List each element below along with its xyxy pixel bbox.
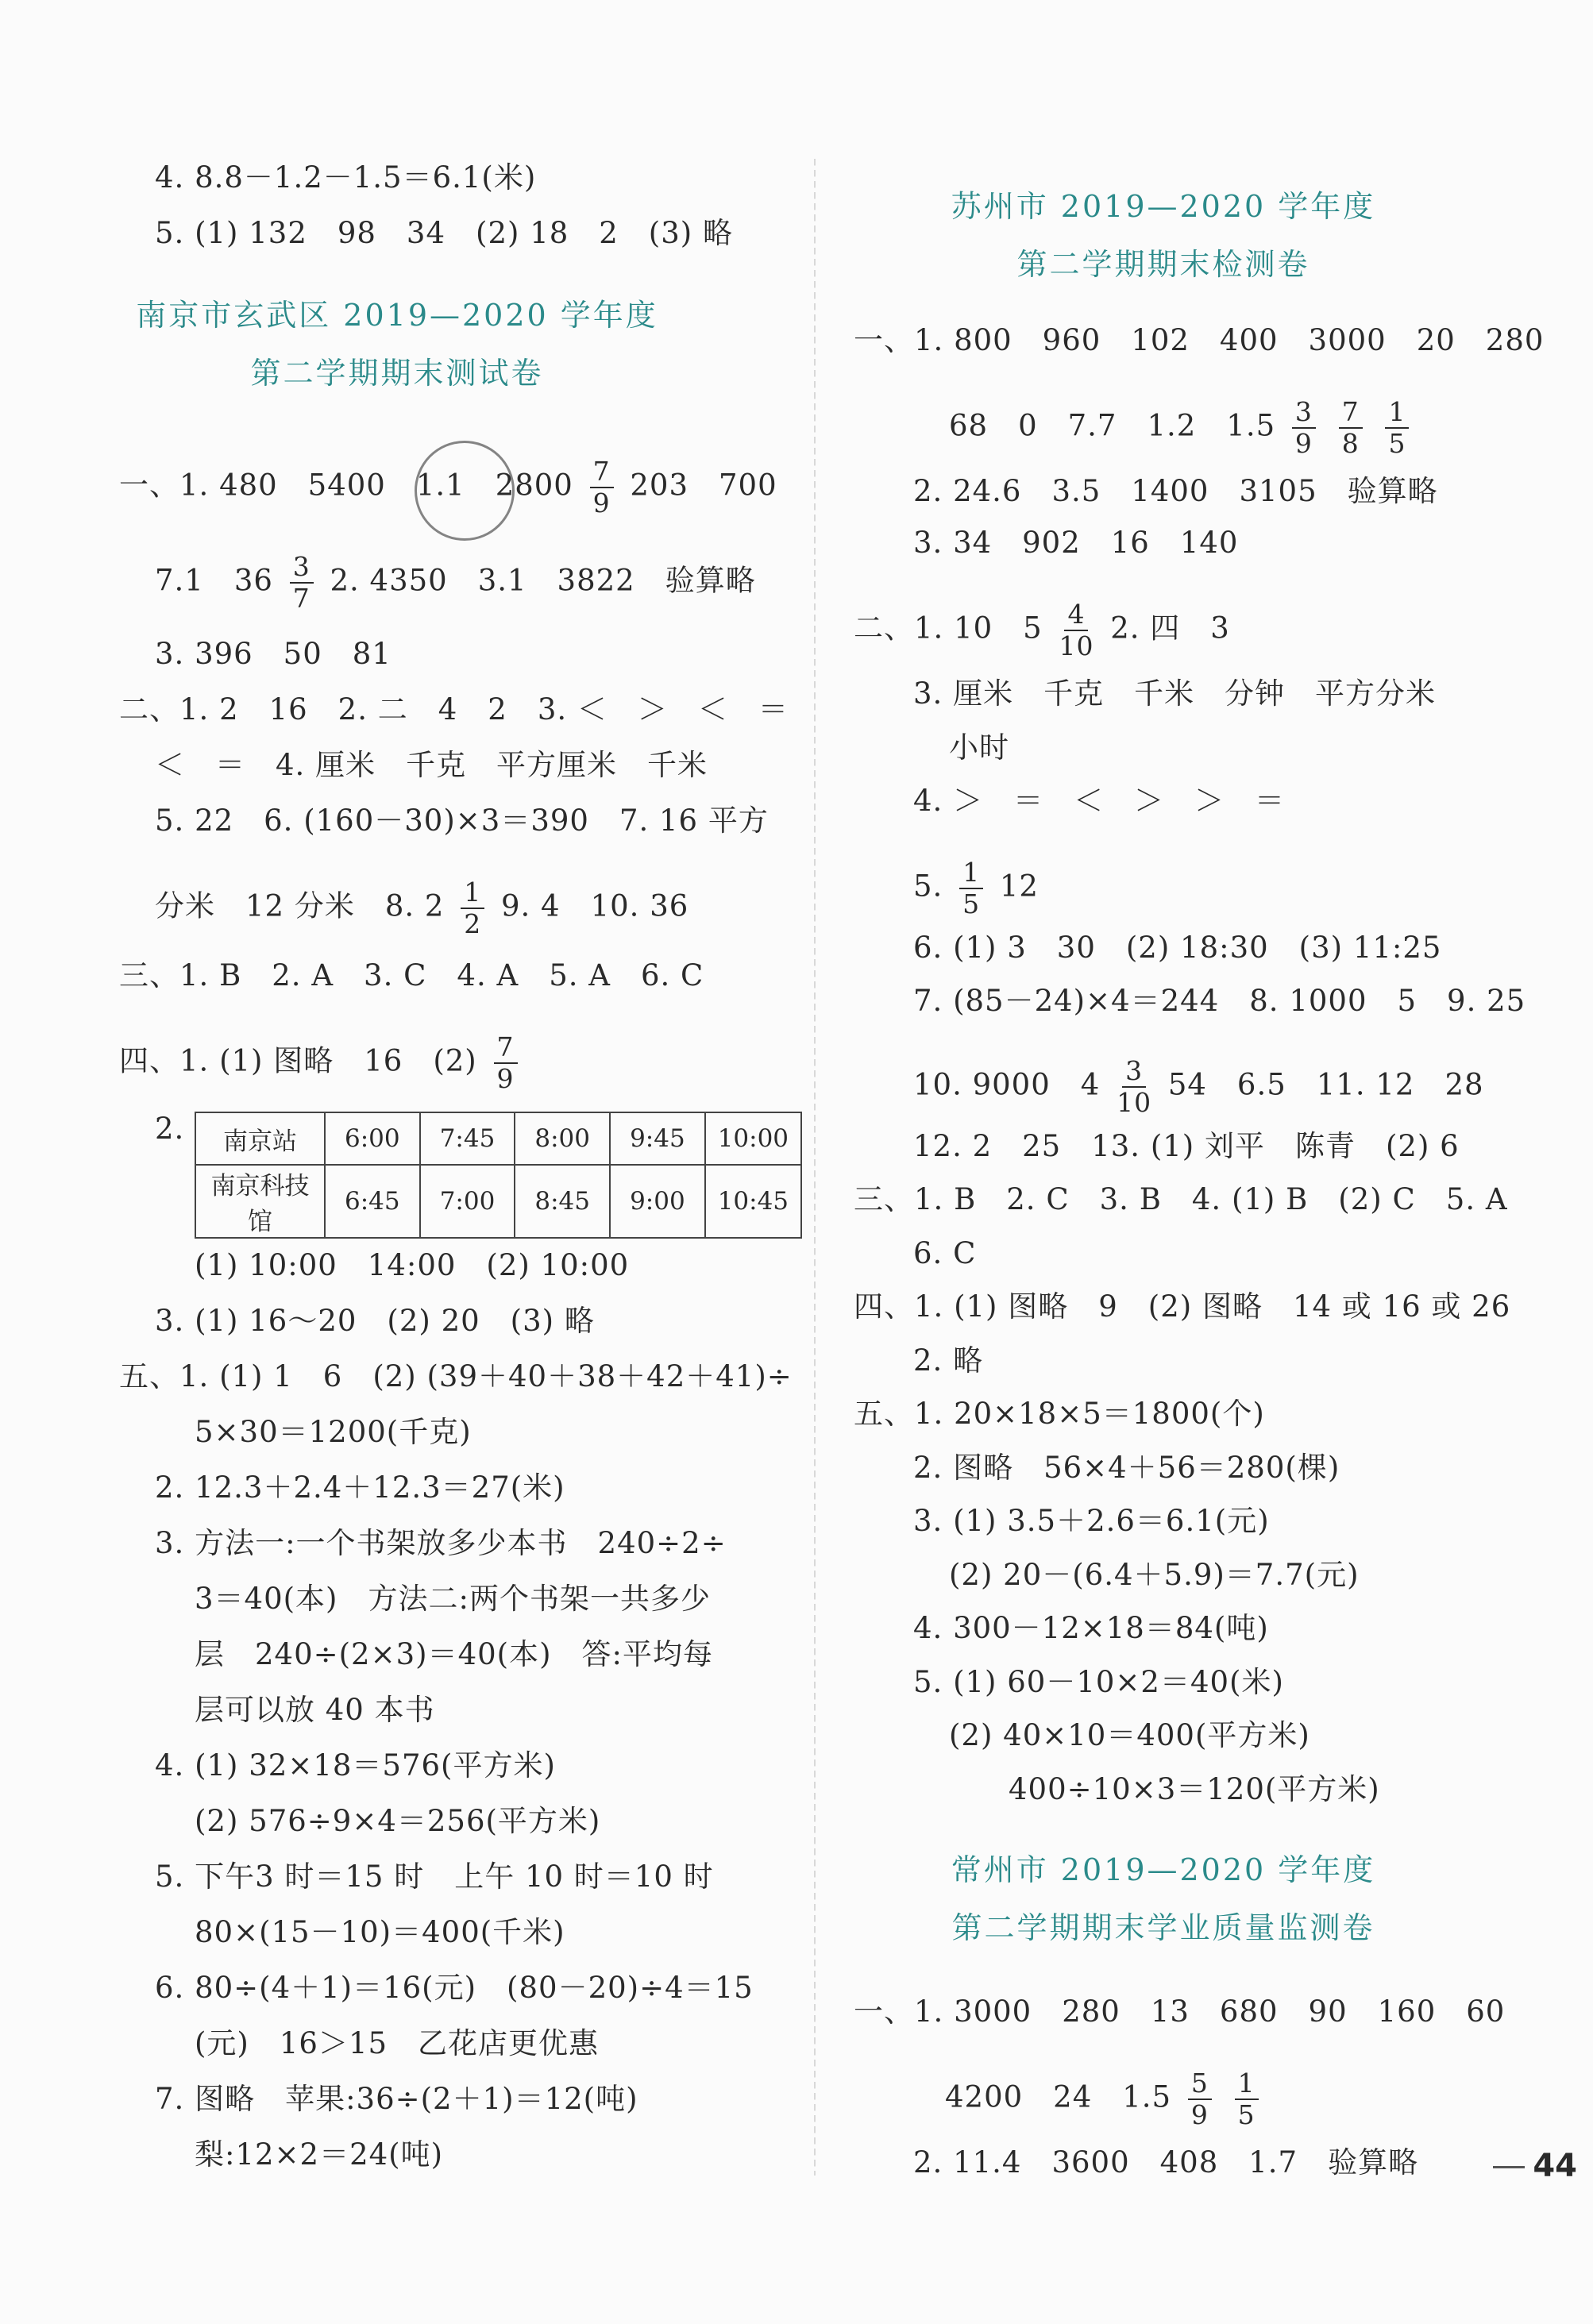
page-number: 44	[1533, 2148, 1577, 2184]
fraction-numerator: 7	[494, 1032, 518, 1064]
table-cell: 9:00	[610, 1165, 705, 1238]
answer-line: (2) 20－(6.4＋5.9)＝7.7(元)	[949, 1558, 1360, 1592]
table-cell: 7:45	[420, 1112, 515, 1165]
answer-line: 3. 34 902 16 140	[913, 526, 1239, 560]
table-row	[195, 1112, 801, 1165]
answer-line: 7. 图略 苹果:36÷(2＋1)＝12(吨)	[155, 2082, 638, 2116]
table-row	[195, 1165, 801, 1238]
table-cell: 南京科技馆	[195, 1165, 325, 1238]
answer-line: 3. 厘米 千克 千米 分钟 平方分米	[913, 676, 1437, 711]
fraction-numerator: 1	[1385, 397, 1409, 429]
fraction-denominator: 5	[962, 888, 981, 919]
fraction	[1117, 1056, 1151, 1118]
answer-line: 5×30＝1200(千克)	[195, 1415, 472, 1449]
table-cell: 9:45	[610, 1112, 705, 1165]
answer-line: 层可以放 40 本书	[195, 1693, 435, 1727]
answer-line: 二、1. 2 16 2. 二 4 2 3. ＜ ＞ ＜ ＝	[119, 692, 789, 726]
answer-text: 一、1. 480 5400 1.1 2800	[119, 468, 573, 503]
table-cell: 8:00	[515, 1112, 610, 1165]
fraction	[1339, 397, 1363, 459]
fraction-denominator: 7	[292, 583, 310, 614]
answer-text: 68 0 7.7 1.2 1.5	[949, 408, 1276, 443]
answer-line: 2.	[155, 1112, 185, 1146]
answer-line	[949, 397, 1415, 459]
answer-line: 一、1. 3000 280 13 680 90 160 60	[854, 1994, 1506, 2029]
answer-line: 2. 略	[913, 1343, 984, 1378]
column-divider	[814, 159, 816, 2176]
fraction-numerator: 1	[959, 858, 983, 889]
section-title: 南京市玄武区 2019—2020 学年度	[136, 298, 658, 333]
answer-line: 一、1. 800 960 102 400 3000 20 280	[854, 323, 1545, 357]
fraction-numerator: 1	[1235, 2068, 1259, 2100]
fraction-numerator: 3	[1122, 1056, 1146, 1088]
answer-line: 80×(15－10)＝400(千米)	[195, 1915, 565, 1949]
fraction	[461, 877, 484, 939]
answer-line: 6. (1) 3 30 (2) 18:30 (3) 11:25	[913, 931, 1442, 965]
answer-line: 层 240÷(2×3)＝40(本) 答:平均每	[195, 1637, 713, 1671]
fraction	[590, 457, 614, 518]
answer-line: 2. 11.4 3600 408 1.7 验算略	[913, 2145, 1419, 2179]
answer-line: 12. 2 25 13. (1) 刘平 陈青 (2) 6	[913, 1129, 1460, 1163]
answer-line: 4. (1) 32×18＝576(平方米)	[155, 1748, 556, 1783]
fraction-numerator: 7	[1339, 397, 1363, 429]
answer-line: 4. 8.8－1.2－1.5＝6.1(米)	[155, 160, 537, 195]
answer-text: 9. 4 10. 36	[500, 888, 689, 923]
section-title: 苏州市 2019—2020 学年度	[951, 189, 1376, 224]
fraction-numerator: 1	[461, 877, 484, 909]
answer-line: 小时	[949, 730, 1009, 765]
answer-text: 10. 9000 4	[913, 1067, 1101, 1102]
fraction-denominator: 2	[464, 908, 482, 939]
fraction-numerator: 3	[1292, 397, 1316, 429]
fraction-denominator: 10	[1117, 1087, 1152, 1118]
table-cell: 7:00	[420, 1165, 515, 1238]
fraction-numerator: 3	[290, 552, 314, 584]
fraction	[959, 858, 983, 919]
page-number-dash	[1493, 2166, 1525, 2168]
answer-line	[155, 877, 688, 939]
answer-line: 6. 80÷(4＋1)＝16(元) (80－20)÷4＝15	[155, 1971, 754, 2005]
answer-text: 4200 24 1.5	[945, 2079, 1172, 2114]
answer-text: 二、1. 10 5	[854, 611, 1043, 646]
answer-line	[913, 1056, 1484, 1118]
answer-line: 三、1. B 2. C 3. B 4. (1) B (2) C 5. A	[854, 1182, 1508, 1216]
answer-line: (2) 576÷9×4＝256(平方米)	[195, 1804, 601, 1838]
answer-line: 3＝40(本) 方法二:两个书架一共多少	[195, 1582, 711, 1616]
fraction-numerator: 5	[1188, 2068, 1212, 2100]
fraction-denominator: 9	[1190, 2099, 1209, 2130]
answer-line: 7. (85－24)×4＝244 8. 1000 5 9. 25	[913, 984, 1526, 1018]
fraction	[1385, 397, 1409, 459]
fraction-numerator: 4	[1064, 599, 1088, 631]
fraction	[1188, 2068, 1212, 2130]
fraction	[1292, 397, 1316, 459]
fraction-denominator: 10	[1059, 630, 1094, 661]
answer-line: 四、1. (1) 图略 9 (2) 图略 14 或 16 或 26	[854, 1289, 1511, 1324]
answer-text: 203 700	[630, 468, 777, 503]
answer-line	[945, 2068, 1265, 2130]
answer-line: 2. 图略 56×4＋56＝280(棵)	[913, 1451, 1340, 1485]
fraction-denominator: 5	[1388, 428, 1406, 459]
answer-line: 梨:12×2＝24(吨)	[195, 2137, 444, 2172]
answer-text: 7.1 36	[155, 563, 273, 598]
answer-line: 五、1. (1) 1 6 (2) (39＋40＋38＋42＋41)÷	[119, 1359, 793, 1393]
answer-line: 4. ＞ ＝ ＜ ＞ ＞ ＝	[913, 784, 1286, 818]
section-subtitle: 第二学期期末检测卷	[1016, 247, 1310, 282]
table-cell: 南京站	[195, 1112, 325, 1165]
answer-line: 五、1. 20×18×5＝1800(个)	[854, 1397, 1265, 1431]
fraction-denominator: 9	[496, 1063, 515, 1094]
fraction	[1235, 2068, 1259, 2130]
answer-line	[854, 599, 1230, 661]
answer-text: 54 6.5 11. 12 28	[1167, 1067, 1484, 1102]
fraction-denominator: 9	[592, 488, 611, 518]
answer-line: 3. 方法一:一个书架放多少本书 240÷2÷	[155, 1526, 727, 1560]
section-title: 常州市 2019—2020 学年度	[951, 1852, 1376, 1887]
answer-line: (1) 10:00 14:00 (2) 10:00	[195, 1248, 630, 1282]
answer-line: ＜ ＝ 4. 厘米 千克 平方厘米 千米	[155, 748, 708, 782]
answer-line	[155, 552, 756, 614]
answer-line: (元) 16＞15 乙花店更优惠	[195, 2026, 600, 2060]
answer-line: 5. (1) 132 98 34 (2) 18 2 (3) 略	[155, 216, 733, 250]
answer-line: (2) 40×10＝400(平方米)	[949, 1718, 1310, 1752]
answer-line: 2. 24.6 3.5 1400 3105 验算略	[913, 474, 1438, 508]
section-subtitle: 第二学期期末学业质量监测卷	[951, 1910, 1375, 1945]
answer-text: 分米 12 分米 8. 2	[155, 888, 445, 923]
fraction-numerator: 7	[590, 457, 614, 488]
answer-line: 6. C	[913, 1236, 977, 1270]
answer-text: 5.	[913, 869, 943, 904]
section-subtitle: 第二学期期末测试卷	[250, 356, 544, 391]
table-cell: 10:45	[705, 1165, 801, 1238]
answer-line: 5. 下午3 时＝15 时 上午 10 时＝10 时	[155, 1860, 714, 1894]
fraction	[1059, 599, 1094, 661]
table-cell: 6:00	[325, 1112, 420, 1165]
fraction	[494, 1032, 518, 1094]
answer-line: 3. (1) 3.5＋2.6＝6.1(元)	[913, 1504, 1270, 1538]
fraction-denominator: 9	[1294, 428, 1313, 459]
answer-line	[119, 1032, 524, 1094]
table-cell: 8:45	[515, 1165, 610, 1238]
timetable	[195, 1112, 802, 1239]
answer-text: 12	[999, 869, 1039, 904]
answer-line: 400÷10×3＝120(平方米)	[1009, 1772, 1380, 1806]
answer-line: 三、1. B 2. A 3. C 4. A 5. A 6. C	[119, 958, 704, 992]
fraction-denominator: 5	[1237, 2099, 1256, 2130]
answer-text: 2. 4350 3.1 3822 验算略	[330, 563, 756, 598]
answer-line	[913, 858, 1039, 919]
answer-line: 3. 396 50 81	[155, 637, 392, 671]
fraction	[290, 552, 314, 614]
answer-line: 3. (1) 16～20 (2) 20 (3) 略	[155, 1304, 595, 1338]
table-cell: 10:00	[705, 1112, 801, 1165]
answer-text: 2. 四 3	[1110, 611, 1230, 646]
answer-line: 4. 300－12×18＝84(吨)	[913, 1611, 1269, 1645]
table-cell: 6:45	[325, 1165, 420, 1238]
fraction-denominator: 8	[1341, 428, 1360, 459]
answer-text: 四、1. (1) 图略 16 (2)	[119, 1043, 477, 1078]
answer-line: 5. 22 6. (160－30)×3＝390 7. 16 平方	[155, 804, 769, 838]
answer-line: 2. 12.3＋2.4＋12.3＝27(米)	[155, 1470, 565, 1505]
stamp-mark	[405, 431, 523, 549]
answer-line: 5. (1) 60－10×2＝40(米)	[913, 1665, 1284, 1699]
